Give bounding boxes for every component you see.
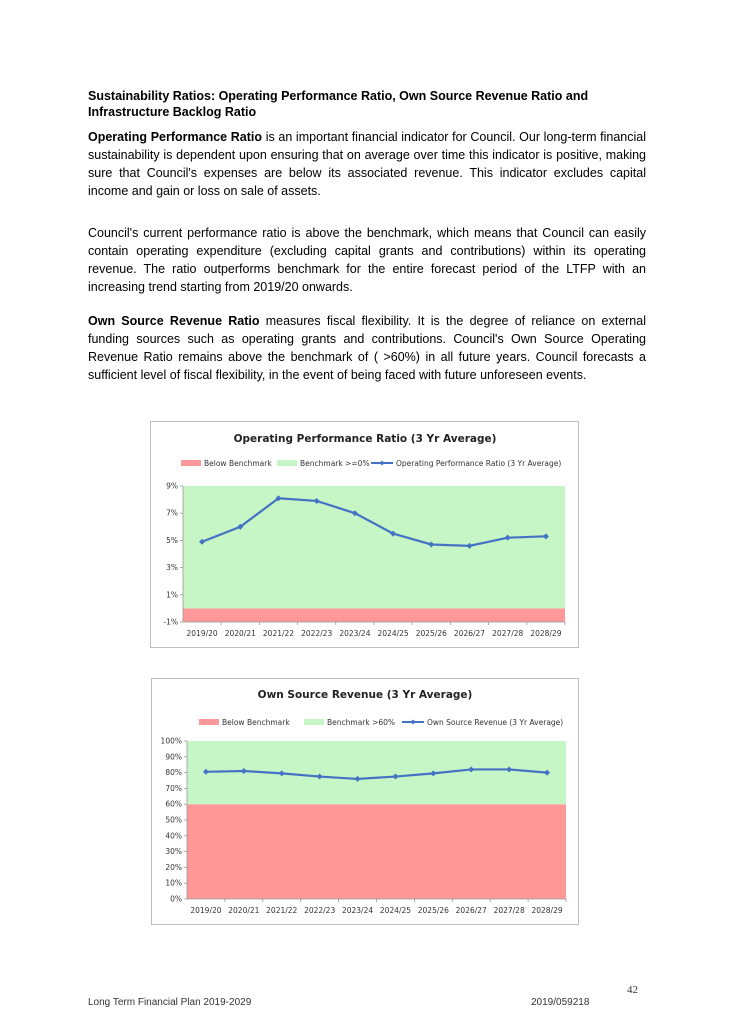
x-tick-label: 2027/28 — [493, 906, 525, 915]
legend-marker-series — [411, 720, 416, 725]
y-tick-label: 70% — [165, 783, 182, 793]
y-tick-label: 3% — [166, 563, 178, 573]
y-tick-label: 40% — [165, 831, 182, 841]
x-tick-label: 2020/21 — [224, 629, 256, 638]
y-tick-label: 100% — [160, 736, 182, 746]
section-heading: Sustainability Ratios: Operating Performance Ratio, Own Source Revenue Ratio and Infrastructure Backlog Ratio — [88, 89, 589, 119]
paragraph-text: is an important financial indicator for Council. Our long-term financial sustainability is dependent upon ensuring that on average over time this indicator is positive, making sure that Council's expenses are below its associated revenue. This indicator excludes capital income and gain or loss on sale of assets. — [88, 130, 646, 198]
paragraph-operating-performance — [88, 128, 646, 200]
x-tick-label: 2022/23 — [301, 629, 333, 638]
x-tick-label: 2023/24 — [341, 906, 374, 915]
chart-title: Own Source Revenue (3 Yr Average) — [257, 689, 473, 701]
term-own-source: Own Source Revenue Ratio — [88, 314, 260, 328]
page-number: 42 — [627, 984, 638, 996]
legend-label-benchmark: Benchmark >=0% — [300, 459, 370, 468]
operating-performance-chart — [150, 421, 579, 648]
x-tick-label: 2023/24 — [339, 629, 371, 638]
y-tick-label: 60% — [165, 799, 182, 809]
x-tick-label: 2026/27 — [455, 906, 487, 915]
legend-swatch-benchmark — [277, 460, 297, 466]
legend-label-below-benchmark: Below Benchmark — [222, 718, 290, 727]
chart-title: Operating Performance Ratio (3 Yr Average) — [233, 433, 497, 445]
legend-swatch-benchmark — [304, 719, 324, 725]
y-tick-label: 0% — [170, 894, 182, 904]
x-tick-label: 2021/22 — [266, 906, 298, 915]
y-tick-label: -1% — [163, 617, 178, 627]
x-tick-label: 2024/25 — [379, 906, 412, 915]
x-tick-label: 2025/26 — [415, 629, 447, 638]
x-tick-label: 2019/20 — [186, 629, 218, 638]
legend-label-benchmark: Benchmark >60% — [327, 718, 396, 727]
y-tick-label: 5% — [166, 535, 178, 545]
x-tick-label: 2024/25 — [377, 629, 409, 638]
x-tick-label: 2028/29 — [531, 906, 563, 915]
own-source-revenue-chart-svg — [152, 679, 578, 924]
y-tick-label: 90% — [165, 752, 182, 762]
y-tick-label: 50% — [165, 815, 182, 825]
paragraph-text: measures fiscal flexibility. It is the degree of reliance on external funding sources such as operating grants and contributions. Council's Own Source Operating Revenue Ratio remains above the benchmark of ( >60%) in all future years. Council forecasts a sufficient level of fiscal flexibility, in the event of being faced with future unforeseen events. — [88, 314, 646, 382]
x-tick-label: 2028/29 — [530, 629, 562, 638]
paragraph-current-performance: Council's current performance ratio is above the benchmark, which means that Council can easily contain operating expenditure (excluding capital grants and contributions) within its operating revenue. The ratio outperforms benchmark for the entire forecast period of the LTFP with an increasing trend starting from 2019/20 onwards. — [88, 226, 646, 294]
paragraph-own-source — [88, 312, 646, 384]
y-tick-label: 20% — [165, 862, 182, 872]
footer-document-id: 2019/059218 — [531, 997, 590, 1008]
legend-label-series: Own Source Revenue (3 Yr Average) — [427, 718, 564, 727]
term-operating-performance: Operating Performance Ratio — [88, 130, 263, 144]
x-tick-label: 2022/23 — [304, 906, 336, 915]
band-benchmark — [183, 486, 565, 608]
band-below-benchmark — [187, 804, 566, 899]
operating-performance-chart-svg — [151, 422, 578, 647]
x-tick-label: 2025/26 — [417, 906, 449, 915]
y-tick-label: 10% — [165, 878, 182, 888]
footer-document-title: Long Term Financial Plan 2019-2029 — [88, 997, 252, 1008]
x-tick-label: 2026/27 — [453, 629, 486, 638]
legend-swatch-below-benchmark — [199, 719, 219, 725]
x-tick-label: 2027/28 — [492, 629, 524, 638]
legend-marker-series — [380, 461, 385, 466]
y-tick-label: 1% — [166, 590, 178, 600]
y-tick-label: 9% — [166, 481, 178, 491]
y-tick-label: 30% — [165, 847, 182, 857]
legend-label-series: Operating Performance Ratio (3 Yr Average) — [396, 459, 562, 468]
own-source-revenue-chart — [151, 678, 579, 925]
x-tick-label: 2019/20 — [190, 906, 222, 915]
band-below-benchmark — [183, 608, 565, 622]
legend-label-below-benchmark: Below Benchmark — [204, 459, 272, 468]
y-tick-label: 7% — [166, 508, 178, 518]
x-tick-label: 2020/21 — [228, 906, 260, 915]
y-tick-label: 80% — [165, 768, 182, 778]
legend-swatch-below-benchmark — [181, 460, 201, 466]
x-tick-label: 2021/22 — [262, 629, 295, 638]
